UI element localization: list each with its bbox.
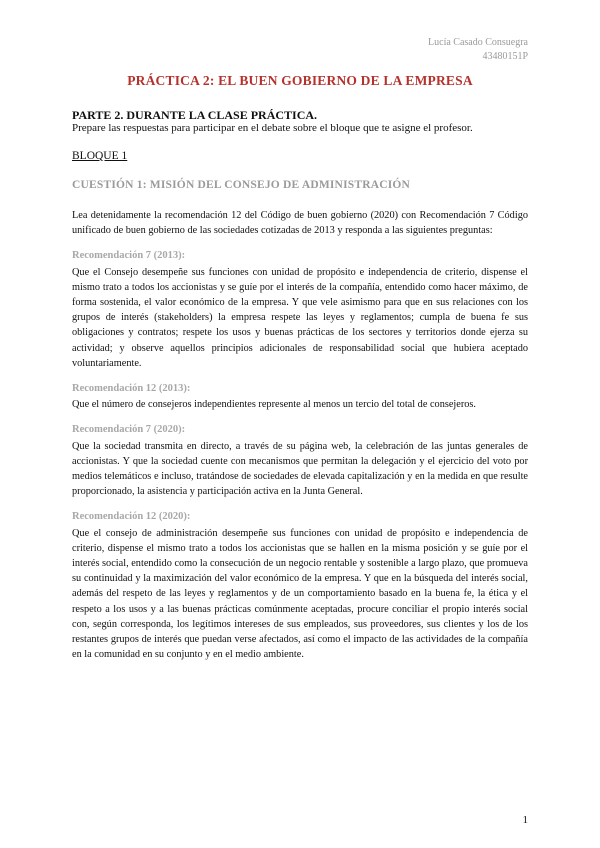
recommendation-text: Que el número de consejeros independientes represente al menos un tercio del total de consejeros. — [72, 399, 477, 411]
recommendation-section — [72, 422, 528, 499]
recommendation-section — [72, 248, 528, 371]
recommendation-section — [72, 381, 528, 412]
author-name: Lucía Casado Consuegra — [428, 37, 528, 48]
recommendation-heading: Recomendación 7 (2013): — [72, 250, 186, 262]
recommendation-text: Que el consejo de administración desempeñe sus funciones con unidad de propósito e independencia de criterio, dispense el mismo trato a todos los accionistas que se hallen en la misma posición y se guíe por el interés social, entendido como la consecución de un negocio rentable y sostenible a largo plazo, que promueva su continuidad y la maximización del valor económico de la empresa. Y que en la búsqueda del interés social, además del respeto de las leyes y reglamentos y de un comportamiento basado en la buena fe, la ética y el respeto a los usos y a las buenas prácticas comúnmente aceptadas, procure conciliar el propio interés social con, según corresponda, los legítimos intereses de sus empleados, sus proveedores, sus clientes y los de los restantes grupos de interés que puedan verse afectados, así como el impacto de las actividades de la compañía en la comunidad en su conjunto y en el medio ambiente. — [72, 527, 528, 661]
recommendation-section — [72, 509, 528, 662]
part-instructions: Prepare las respuestas para participar en el debate sobre el bloque que te asigne el profesor. — [72, 122, 473, 134]
recommendation-heading: Recomendación 7 (2020): — [72, 424, 186, 436]
recommendation-heading: Recomendación 12 (2013): — [72, 383, 191, 395]
part-title: PARTE 2. DURANTE LA CLASE PRÁCTICA. — [72, 108, 318, 122]
document-title: PRÁCTICA 2: EL BUEN GOBIERNO DE LA EMPRESA — [127, 73, 473, 88]
question-title: CUESTIÓN 1: MISIÓN DEL CONSEJO DE ADMINISTRACIÓN — [72, 179, 411, 191]
recommendation-text: Que la sociedad transmita en directo, a través de su página web, la celebración de las juntas generales de accionistas. Y que la sociedad cuente con mecanismos que permitan la delegación y el ejercicio del voto por medios telemáticos e incluso, tratándose de sociedades de elevada capitalización y en la medida en que resulte proporcionado, la asistencia y participación activa en la Junta General. — [72, 440, 528, 498]
block-title: BLOQUE 1 — [72, 150, 128, 162]
student-id: 43480151P — [482, 51, 528, 62]
recommendation-heading: Recomendación 12 (2020): — [72, 511, 191, 523]
page-number: 1 — [522, 814, 528, 826]
recommendation-text: Que el Consejo desempeñe sus funciones con unidad de propósito e independencia de criterio, dispense el mismo trato a todos los accionistas y se guíe por el interés de la compañía, entendido como hacer máximo, de forma sostenida, el valor económico de la empresa. Y que vele asimismo para que en sus relaciones con los grupos de interés (stakeholders) la empresa respete las leyes y reglamentos; cumpla de buena fe sus obligaciones y contratos; respete los usos y buenas prácticas de los sectores y territorios donde ejerza su actividad; y observe aquellos principios adicionales de responsabilidad social que hubiera aceptado voluntariamente. — [72, 266, 528, 369]
document-body — [72, 208, 528, 672]
page-header — [428, 36, 528, 64]
intro-paragraph: Lea detenidamente la recomendación 12 del Código de buen gobierno (2020) con Recomendación 7 Código unificado de buen gobierno de las sociedades cotizadas de 2013 y responda a las siguientes preguntas: — [72, 210, 528, 237]
